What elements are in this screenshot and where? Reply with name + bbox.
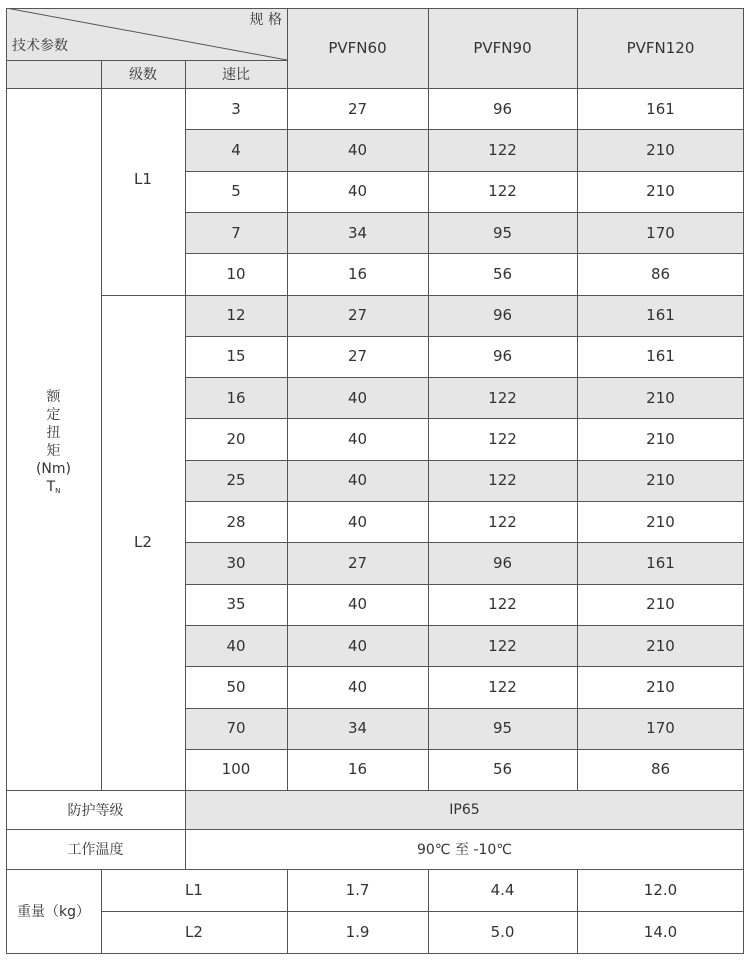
weight-level-l2: L2	[185, 923, 203, 941]
table-border-right	[743, 8, 744, 953]
ratio-header: 速比	[222, 67, 250, 83]
grid-line	[577, 88, 578, 790]
torque-label-char: 额	[46, 389, 61, 405]
weight-level-l1: L1	[185, 881, 203, 899]
torque-value-cell: 210	[646, 677, 675, 696]
grid-line	[185, 501, 744, 502]
torque-value-cell: 34	[287, 212, 428, 253]
grid-line	[185, 460, 744, 461]
protection-value: IP65	[185, 790, 744, 829]
torque-value-cell: 210	[646, 182, 675, 201]
torque-value-cell: 86	[650, 760, 671, 779]
torque-value-cell: 96	[428, 295, 577, 336]
torque-value-cell: 40	[347, 595, 368, 614]
torque-value-cell: 40	[287, 625, 428, 666]
model-header-pvfn90: PVFN90	[473, 39, 532, 57]
torque-value-cell: 122	[488, 677, 517, 696]
grid-line	[185, 60, 186, 88]
table-border-bottom	[6, 953, 744, 954]
grid-line	[185, 749, 744, 750]
ratio-cell: 25	[185, 460, 287, 501]
grid-line	[6, 790, 744, 791]
ratio-cell: 4	[185, 129, 287, 170]
ratio-cell: 3	[231, 99, 241, 118]
torque-value-cell: 122	[428, 377, 577, 418]
grid-line	[185, 708, 744, 709]
grid-line	[101, 60, 102, 88]
torque-value-cell: 122	[428, 625, 577, 666]
param-corner-label: 技术参数	[12, 37, 68, 54]
torque-unit: (Nm)	[35, 461, 72, 477]
torque-value-cell: 56	[492, 264, 513, 283]
torque-value-cell: 40	[287, 460, 428, 501]
ratio-cell: 20	[226, 430, 246, 449]
model-header-pvfn60: PVFN60	[328, 39, 387, 57]
table-border-top	[6, 8, 744, 9]
level-header: 级数	[129, 67, 157, 83]
ratio-cell: 50	[226, 677, 246, 696]
torque-value-cell: 86	[650, 264, 671, 283]
torque-value-cell: 40	[287, 377, 428, 418]
torque-value-cell: 40	[287, 129, 428, 170]
torque-value-cell: 96	[428, 542, 577, 583]
grid-line	[6, 829, 744, 830]
torque-value-cell: 161	[646, 347, 675, 366]
grid-line	[185, 171, 744, 172]
torque-value-cell: 122	[488, 430, 517, 449]
spec-corner-label: 规 格	[249, 12, 282, 28]
grid-line	[185, 666, 744, 667]
torque-label	[6, 88, 101, 790]
grid-line	[185, 790, 186, 869]
torque-symbol-main: T	[46, 479, 56, 495]
ratio-cell: 7	[185, 212, 287, 253]
torque-value-cell: 16	[347, 264, 368, 283]
torque-value-cell: 16	[347, 760, 368, 779]
ratio-cell: 15	[226, 347, 246, 366]
grid-line	[185, 88, 186, 790]
torque-value-cell: 40	[347, 512, 368, 531]
torque-value-cell: 170	[577, 212, 744, 253]
ratio-cell: 10	[226, 264, 246, 283]
torque-value-cell: 161	[646, 99, 675, 118]
torque-value-cell: 27	[287, 542, 428, 583]
grid-line	[185, 377, 744, 378]
torque-value-cell: 161	[577, 542, 744, 583]
torque-value-cell: 210	[646, 430, 675, 449]
torque-symbol-sub: N	[55, 487, 61, 495]
grid-line	[185, 212, 744, 213]
grid-line	[185, 584, 744, 585]
torque-value-cell: 210	[646, 595, 675, 614]
torque-value-cell: 170	[577, 708, 744, 749]
grid-line	[287, 8, 288, 88]
weight-value-cell: 12.0	[643, 881, 678, 899]
torque-value-cell: 95	[428, 708, 577, 749]
torque-label-char: 定	[46, 407, 61, 423]
torque-value-cell: 40	[347, 182, 368, 201]
torque-value-cell: 210	[646, 512, 675, 531]
temperature-value: 90℃ 至 -10℃	[416, 842, 513, 858]
ratio-cell: 100	[221, 760, 251, 779]
torque-value-cell: 40	[347, 677, 368, 696]
ratio-cell: 30	[185, 542, 287, 583]
torque-value-cell: 34	[287, 708, 428, 749]
torque-symbol	[47, 478, 61, 500]
stage-level-label-l1: L1	[134, 170, 152, 188]
ratio-cell: 40	[185, 625, 287, 666]
ratio-cell: 35	[226, 595, 246, 614]
temperature-label: 工作温度	[67, 842, 124, 858]
torque-value-cell: 210	[577, 625, 744, 666]
torque-value-cell: 210	[577, 377, 744, 418]
ratio-cell: 12	[185, 295, 287, 336]
torque-value-cell: 210	[577, 129, 744, 170]
grid-line	[577, 8, 578, 88]
grid-line	[6, 60, 287, 61]
grid-line	[101, 911, 744, 912]
grid-line	[185, 418, 744, 419]
torque-value-cell: 96	[492, 99, 513, 118]
grid-line	[428, 8, 429, 88]
grid-line	[185, 253, 744, 254]
protection-label: 防护等级	[67, 802, 124, 819]
torque-value-cell: 122	[428, 129, 577, 170]
torque-value-cell: 122	[428, 460, 577, 501]
grid-line	[6, 869, 744, 870]
torque-value-cell: 56	[492, 760, 513, 779]
stage-level-label-l2: L2	[134, 533, 152, 552]
ratio-cell: 5	[231, 182, 241, 201]
torque-value-cell: 210	[577, 460, 744, 501]
grid-line	[101, 295, 744, 296]
torque-value-cell: 161	[577, 295, 744, 336]
weight-value-cell: 1.7	[345, 881, 370, 899]
ratio-cell: 70	[185, 708, 287, 749]
torque-value-cell: 27	[347, 347, 368, 366]
torque-value-cell: 27	[347, 99, 368, 118]
weight-value-cell: 5.0	[490, 923, 515, 941]
model-header-pvfn120: PVFN120	[626, 39, 695, 57]
table-border-left	[6, 8, 7, 953]
grid-line	[185, 542, 744, 543]
weight-label: 重量（kg）	[17, 904, 90, 920]
grid-line	[6, 88, 744, 89]
torque-label-text	[36, 388, 71, 500]
torque-value-cell: 40	[347, 430, 368, 449]
torque-value-cell: 122	[488, 182, 517, 201]
torque-value-cell: 96	[492, 347, 513, 366]
grid-line	[428, 88, 429, 790]
grid-line	[185, 129, 744, 130]
weight-value-cell: 1.9	[345, 923, 370, 941]
torque-value-cell: 95	[428, 212, 577, 253]
grid-line	[287, 88, 288, 790]
torque-label-char: 扭	[46, 425, 61, 441]
grid-line	[185, 336, 744, 337]
ratio-cell: 28	[226, 512, 246, 531]
grid-line	[185, 625, 744, 626]
grid-line	[101, 88, 102, 790]
weight-value-cell: 4.4	[490, 881, 515, 899]
torque-value-cell: 27	[287, 295, 428, 336]
torque-label-char: 矩	[46, 443, 61, 459]
torque-value-cell: 122	[488, 595, 517, 614]
torque-value-cell: 122	[488, 512, 517, 531]
weight-value-cell: 14.0	[643, 923, 678, 941]
ratio-cell: 16	[185, 377, 287, 418]
